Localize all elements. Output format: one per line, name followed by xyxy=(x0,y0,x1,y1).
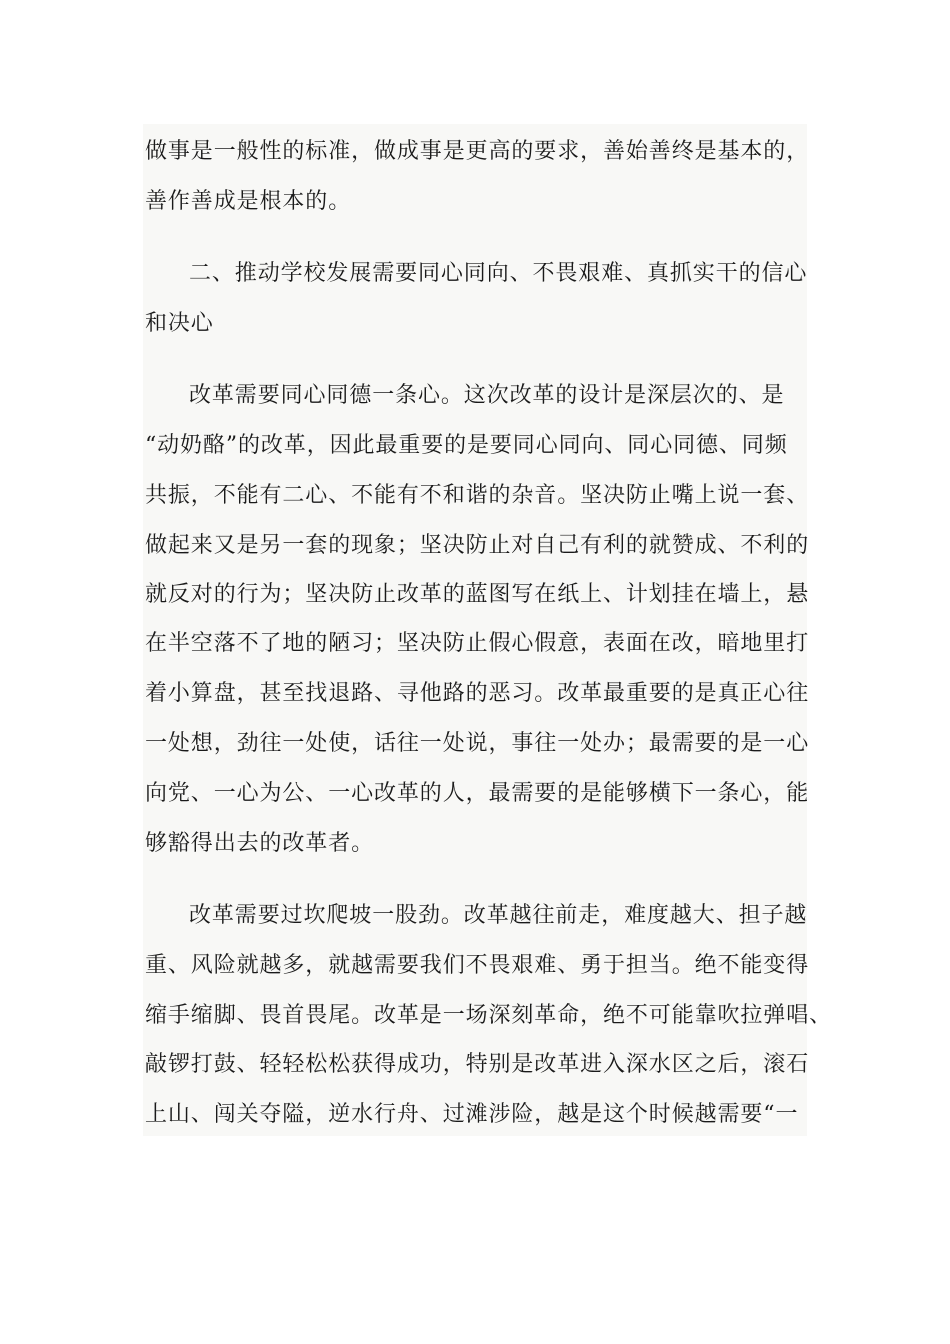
paragraph-line: 就反对的行为；坚决防止改革的蓝图写在纸上、计划挂在墙上，悬 xyxy=(145,582,810,607)
paragraph-line: 一处想，劲往一处使，话往一处说，事往一处办；最需要的是一心 xyxy=(145,731,810,756)
paragraph-line: 改革需要同心同德一条心。这次改革的设计是深层次的、是 xyxy=(189,383,785,408)
paragraph-line: 做起来又是另一套的现象；坚决防止对自己有利的就赞成、不利的 xyxy=(145,533,810,558)
paragraph-line: 在半空落不了地的陋习；坚决防止假心假意，表面在改，暗地里打 xyxy=(145,631,810,656)
paragraph-line: 着小算盘，甚至找退路、寻他路的恶习。改革最重要的是真正心往 xyxy=(145,681,810,706)
paragraph-line: 上山、闯关夺隘，逆水行舟、过滩涉险，越是这个时候越需要“一 xyxy=(145,1102,799,1127)
paragraph-line: 重、风险就越多，就越需要我们不畏艰难、勇于担当。绝不能变得 xyxy=(145,953,810,978)
paragraph-line: “动奶酪”的改革，因此最重要的是要同心同向、同心同德、同频 xyxy=(145,433,788,458)
paragraph-line: 敲锣打鼓、轻轻松松获得成功，特别是改革进入深水区之后，滚石 xyxy=(145,1052,810,1077)
section-heading-line: 和决心 xyxy=(145,311,214,336)
paragraph-line: 够豁得出去的改革者。 xyxy=(145,831,375,856)
paragraph-line: 共振，不能有二心、不能有不和谐的杂音。坚决防止嘴上说一套、 xyxy=(145,483,810,508)
section-heading-line: 二、推动学校发展需要同心同向、不畏艰难、真抓实干的信心 xyxy=(189,261,808,286)
paragraph-line: 向党、一心为公、一心改革的人，最需要的是能够横下一条心，能 xyxy=(145,781,810,806)
paragraph-line: 善作善成是根本的。 xyxy=(145,189,352,214)
paragraph-line: 做事是一般性的标准，做成事是更高的要求，善始善终是基本的， xyxy=(145,139,810,164)
paragraph-line: 改革需要过坎爬坡一股劲。改革越往前走，难度越大、担子越 xyxy=(189,903,808,928)
paragraph-line: 缩手缩脚、畏首畏尾。改革是一场深刻革命，绝不可能靠吹拉弹唱、 xyxy=(145,1003,833,1028)
